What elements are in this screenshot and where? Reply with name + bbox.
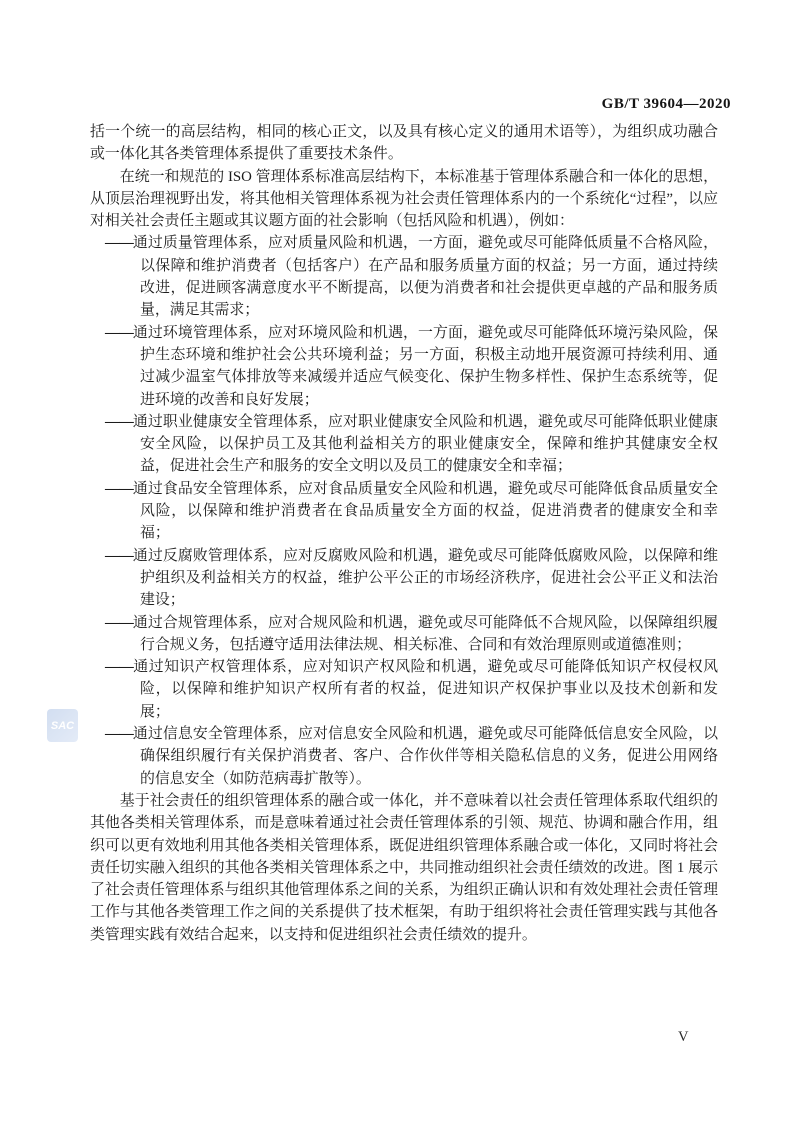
list-item-text: 通过知识产权管理体系，应对知识产权风险和机遇，避免或尽可能降低知识产权侵权风险，以保障和维护知识产权所有者的权益，促进知识产权保护事业以及技术创新和发展；	[132, 659, 718, 720]
list-item-text: 通过合规管理体系，应对合规风险和机遇，避免或尽可能降低不合规风险，以保障组织履行合规义务，包括遵守适用法律法规、相关标准、合同和有效治理原则或道德准则；	[132, 614, 718, 653]
dash-marker: ——	[105, 659, 133, 676]
paragraph-continuation: 括一个统一的高层结构，相同的核心正文，以及具有核心定义的通用术语等），为组织成功融合或一体化其各类管理体系提供了重要技术条件。	[90, 124, 718, 163]
sac-watermark	[47, 709, 78, 742]
dash-marker: ——	[105, 614, 133, 631]
sac-watermark-label: SAC	[50, 719, 75, 732]
paragraph-intro: 在统一和规范的 ISO 管理体系标准高层结构下，本标准基于管理体系融合和一体化的思想，从顶层治理视野出发，将其他相关管理体系视为社会责任管理体系内的一个系统化“过程”，以应对相关社会责任主题或其议题方面的社会影响（包括风险和机遇），例如：	[90, 168, 718, 230]
dash-list	[90, 232, 718, 789]
list-item-information-security	[90, 723, 718, 790]
list-item-intellectual-property	[90, 656, 718, 723]
list-item-occupational-health	[90, 411, 718, 478]
dash-marker: ——	[105, 480, 133, 497]
list-item-text: 通过信息安全管理体系，应对信息安全风险和机遇，避免或尽可能降低信息安全风险，以确保组织履行有关保护消费者、客户、合作伙伴等相关隐私信息的义务，促进公用网络的信息安全（如防范病毒扩散等）。	[132, 726, 718, 787]
list-item-compliance	[90, 612, 718, 657]
list-item-text: 通过质量管理体系，应对质量风险和机遇，一方面，避免或尽可能降低质量不合格风险，以保障和维护消费者（包括客户）在产品和服务质量方面的权益；另一方面，通过持续改进，促进顾客满意度水平不断提高，以便为消费者和社会提供更卓越的产品和服务质量，满足其需求；	[132, 235, 718, 319]
list-item-text: 通过反腐败管理体系，应对反腐败风险和机遇，避免或尽可能降低腐败风险，以保障和维护组织及利益相关方的权益，维护公平公正的市场经济秩序，促进社会公平正义和法治建设；	[132, 547, 718, 609]
list-item-quality	[90, 232, 718, 321]
dash-marker: ——	[105, 726, 133, 743]
dash-marker: ——	[105, 547, 133, 564]
dash-marker: ——	[105, 413, 133, 430]
list-item-environment	[90, 322, 718, 411]
standard-number-header: GB/T 39604—2020	[601, 96, 731, 112]
dash-marker: ——	[105, 324, 133, 341]
list-item-food-safety	[90, 478, 718, 545]
list-item-anti-corruption	[90, 545, 718, 612]
list-item-text: 通过职业健康安全管理体系，应对职业健康安全风险和机遇，避免或尽可能降低职业健康安全风险，以保护员工及其他利益相关方的职业健康安全，保障和维护其健康安全权益，促进社会生产和服务的安全文明以及员工的健康安全和幸福；	[132, 413, 718, 475]
list-item-text: 通过环境管理体系，应对环境风险和机遇，一方面，避免或尽可能降低环境污染风险，保护生态环境和维护社会公共环境利益；另一方面，积极主动地开展资源可持续利用、通过减少温室气体排放等来减缓并适应气候变化、保护生物多样性、保护生态系统等，促进环境的改善和良好发展；	[132, 324, 718, 408]
document-body	[90, 121, 718, 946]
dash-marker: ——	[105, 235, 133, 252]
list-item-text: 通过食品安全管理体系，应对食品质量安全风险和机遇，避免或尽可能降低食品质量安全风险，以保障和维护消费者在食品质量安全方面的权益，促进消费者的健康安全和幸福；	[132, 480, 718, 542]
page-number: V	[678, 1029, 689, 1045]
paragraph-closing: 基于社会责任的组织管理体系的融合或一体化，并不意味着以社会责任管理体系取代组织的其他各类相关管理体系，而是意味着通过社会责任管理体系的引领、规范、协调和融合作用，组织可以更有效地利用其他各类相关管理体系，既促进组织管理体系融合或一体化，又同时将社会责任切实融入组织的其他各类相关管理体系之中，共同推动组织社会责任绩效的改进。图 1 展示了社会责任管理体系与组织其他管理体系之间的关系，为组织正确认识和有效处理社会责任管理工作与其他各类管理工作之间的关系提供了技术框架，有助于组织将社会责任管理实践与其他各类管理实践有效结合起来，以支持和促进组织社会责任绩效的提升。	[90, 792, 718, 943]
